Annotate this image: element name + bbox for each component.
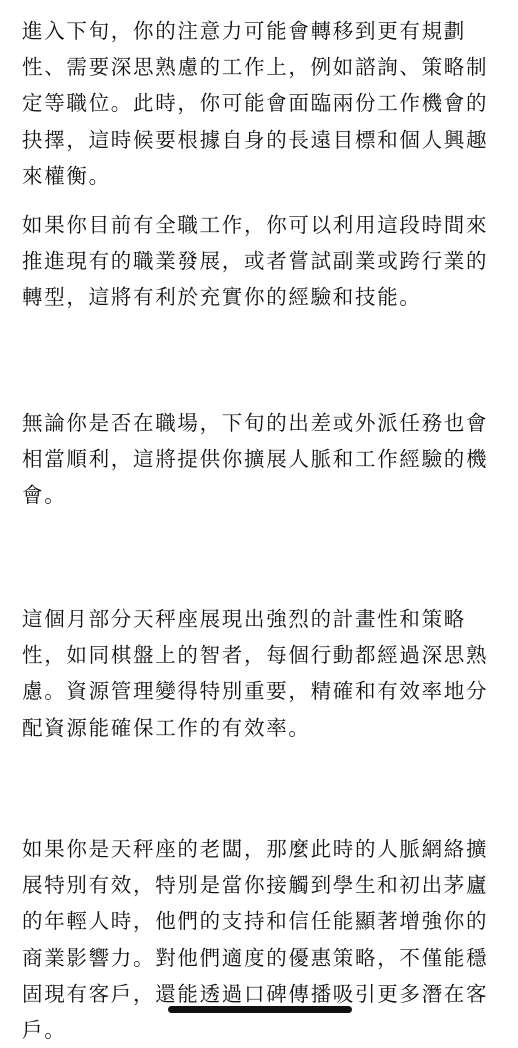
home-indicator[interactable] <box>168 1006 352 1013</box>
article-paragraph: 如果你是天秤座的老闆，那麼此時的人脈網絡擴展特別有效，特別是當你接觸到學生和初出茅廬的年輕人時，他們的支持和信任能顯著增強你的商業影響力。對他們適度的優惠策略，不僅能穩固現有客戶，還能透過口碑傳播吸引更多潛在客戶。 <box>22 837 489 1043</box>
article-paragraph: 如果你目前有全職工作，你可以利用這段時間來推進現有的職業發展，或者嘗試副業或跨行業的轉型，這將有利於充實你的經驗和技能。 <box>22 213 489 310</box>
article-paragraph: 這個月部分天秤座展現出強烈的計畫性和策略性，如同棋盤上的智者，每個行動都經過深思熟慮。資源管理變得特別重要，精確和有效率地分配資源能確保工作的有效率。 <box>22 607 489 740</box>
article-paragraph: 進入下旬，你的注意力可能會轉移到更有規劃性、需要深思熟慮的工作上，例如諮詢、策略制定等職位。此時，你可能會面臨兩份工作機會的抉擇，這時候要根據自身的長遠目標和個人興趣來權衡。 <box>22 19 489 188</box>
article-paragraph: 無論你是否在職場，下旬的出差或外派任務也會相當順利，這將提供你擴展人脈和工作經驗的機會。 <box>22 411 489 508</box>
